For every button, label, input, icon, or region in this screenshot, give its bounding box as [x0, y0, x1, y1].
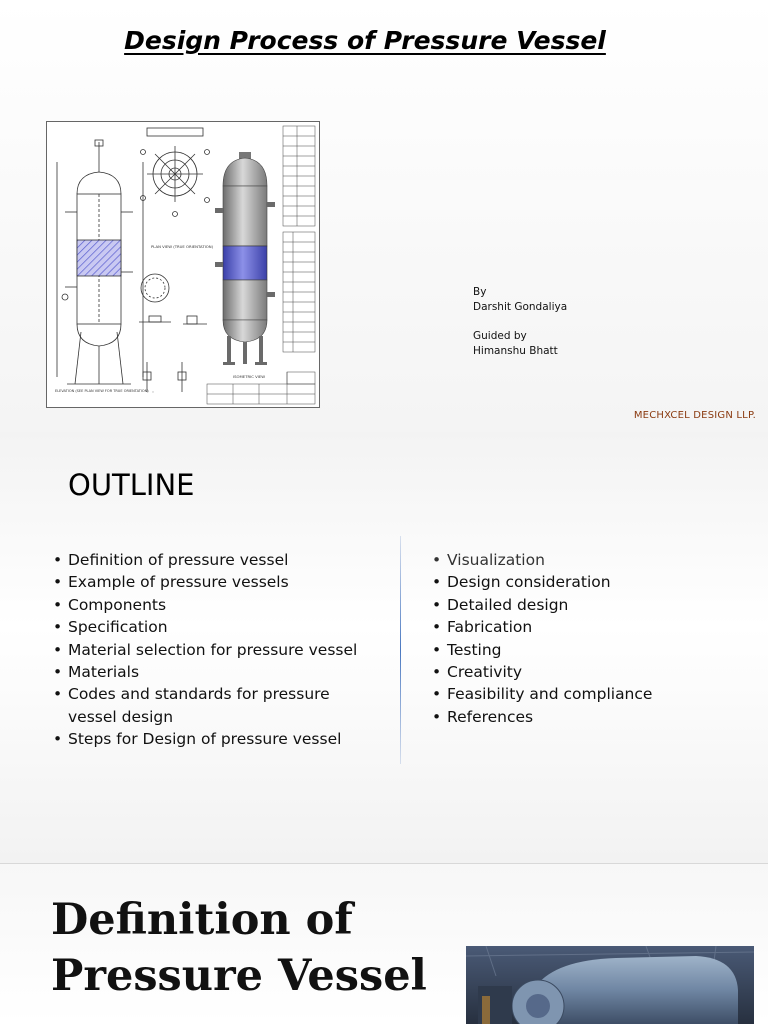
list-item: • References	[432, 706, 732, 728]
list-item: • Definition of pressure vessel	[53, 549, 383, 571]
company-name: MECHXCEL DESIGN LLP.	[633, 410, 756, 421]
svg-text:ISOMETRIC VIEW: ISOMETRIC VIEW	[233, 374, 265, 379]
list-item: • Components	[53, 594, 383, 616]
definition-title-line-2: Pressure Vessel	[51, 951, 427, 1001]
list-item: • Specification	[53, 616, 383, 638]
author-name: Darshit Gondaliya	[473, 301, 568, 313]
pressure-vessel-drawing	[46, 121, 320, 408]
guided-by-label: Guided by	[473, 330, 527, 342]
definition-slide	[0, 864, 768, 1024]
outline-list-right	[432, 549, 732, 728]
definition-title	[51, 892, 427, 1004]
list-item: • Detailed design	[432, 594, 732, 616]
outline-slide	[0, 432, 768, 864]
outline-title: OUTLINE	[68, 468, 195, 502]
list-item: • Feasibility and compliance	[432, 683, 732, 705]
list-item: • Fabrication	[432, 616, 732, 638]
list-item: • Material selection for pressure vessel	[53, 639, 383, 661]
svg-text:ELEVATION (SEE PLAN VIEW FOR T: ELEVATION (SEE PLAN VIEW FOR TRUE ORIENTATION)	[55, 389, 149, 393]
definition-title-line-1: Definition of	[51, 895, 353, 945]
list-item: • Codes and standards for pressure vessel design	[53, 683, 383, 728]
list-item: • Testing	[432, 639, 732, 661]
svg-text:PLAN VIEW (TRUE ORIENTATION): PLAN VIEW (TRUE ORIENTATION)	[151, 244, 214, 249]
list-item: • Example of pressure vessels	[53, 571, 383, 593]
by-label: By	[473, 286, 487, 298]
title-slide	[0, 0, 768, 432]
author-credits	[473, 285, 567, 359]
list-item: • Steps for Design of pressure vessel	[53, 728, 383, 750]
list-item: • Creativity	[432, 661, 732, 683]
list-item: • Design consideration	[432, 571, 732, 593]
column-divider	[400, 536, 401, 764]
presentation-title: Design Process of Pressure Vessel	[124, 26, 606, 55]
list-item: • Materials	[53, 661, 383, 683]
outline-list-left	[53, 549, 383, 751]
pressure-vessel-photo	[466, 946, 754, 1024]
list-item: • Visualization	[432, 549, 732, 571]
guide-name: Himanshu Bhatt	[473, 345, 558, 357]
